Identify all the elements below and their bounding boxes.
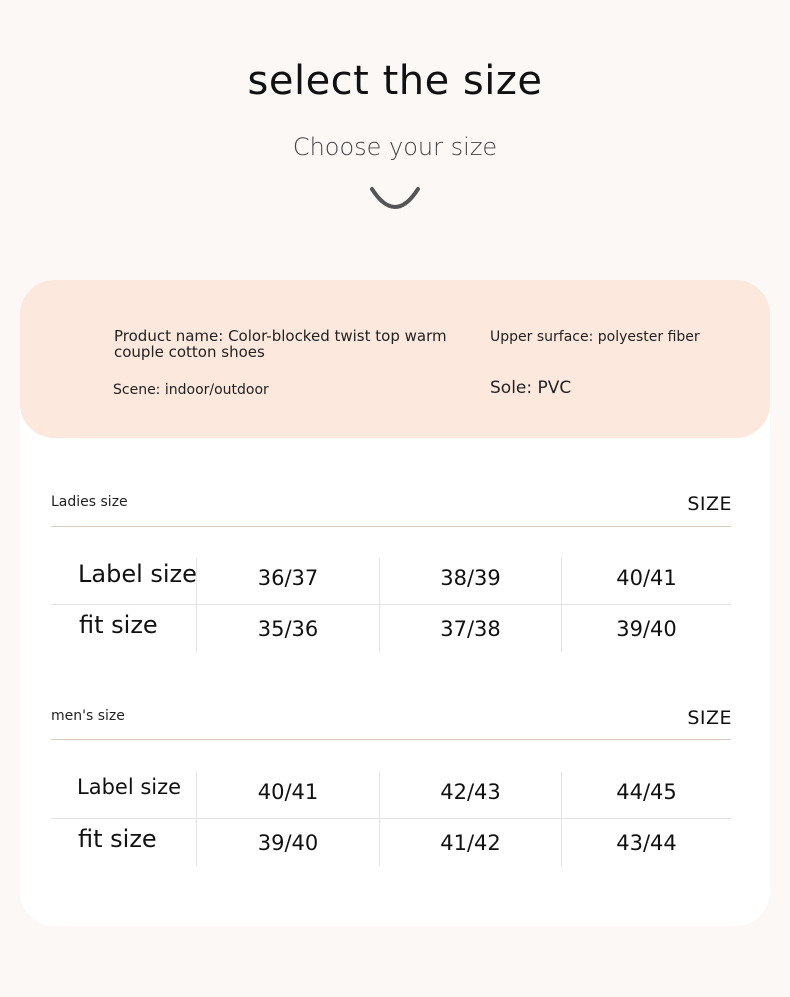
product-info-panel [20,280,770,438]
mens-size-table [51,772,731,866]
table-cell: 35/36 [257,617,319,641]
row-header-label-size: Label size [78,560,197,588]
table-row-divider [51,818,731,819]
table-cell: 36/37 [257,566,319,590]
smile-arc-icon [369,183,421,213]
table-cell: 41/42 [440,831,501,855]
ladies-size-table [51,558,731,652]
table-cell: 44/45 [616,780,677,804]
ladies-size-label: Ladies size [51,494,128,510]
row-header-fit-size: fit size [78,825,157,853]
row-header-fit-size: fit size [79,611,158,639]
table-cell: 39/40 [257,831,319,855]
product-name: Product name: Color-blocked twist top warm couple cotton shoes [114,327,447,361]
ladies-size-heading: SIZE [687,493,732,515]
upper-surface: Upper surface: polyester fiber [490,329,700,345]
mens-size-label: men's size [51,708,125,724]
sole: Sole: PVC [490,378,572,398]
table-cell: 43/44 [616,831,677,855]
page-subtitle: Choose your size [292,133,498,161]
table-cell: 37/38 [440,617,501,641]
table-cell: 38/39 [440,566,501,590]
page-title: select the size [247,58,543,104]
table-cell: 40/41 [257,780,319,804]
size-card [20,280,770,926]
table-cell: 42/43 [440,780,501,804]
table-row-divider [51,604,731,605]
scene: Scene: indoor/outdoor [113,382,269,398]
row-header-label-size: Label size [77,775,182,799]
table-cell: 40/41 [616,566,677,590]
ladies-divider [51,526,731,527]
mens-divider [51,739,731,740]
table-cell: 39/40 [616,617,677,641]
mens-size-heading: SIZE [687,707,732,729]
